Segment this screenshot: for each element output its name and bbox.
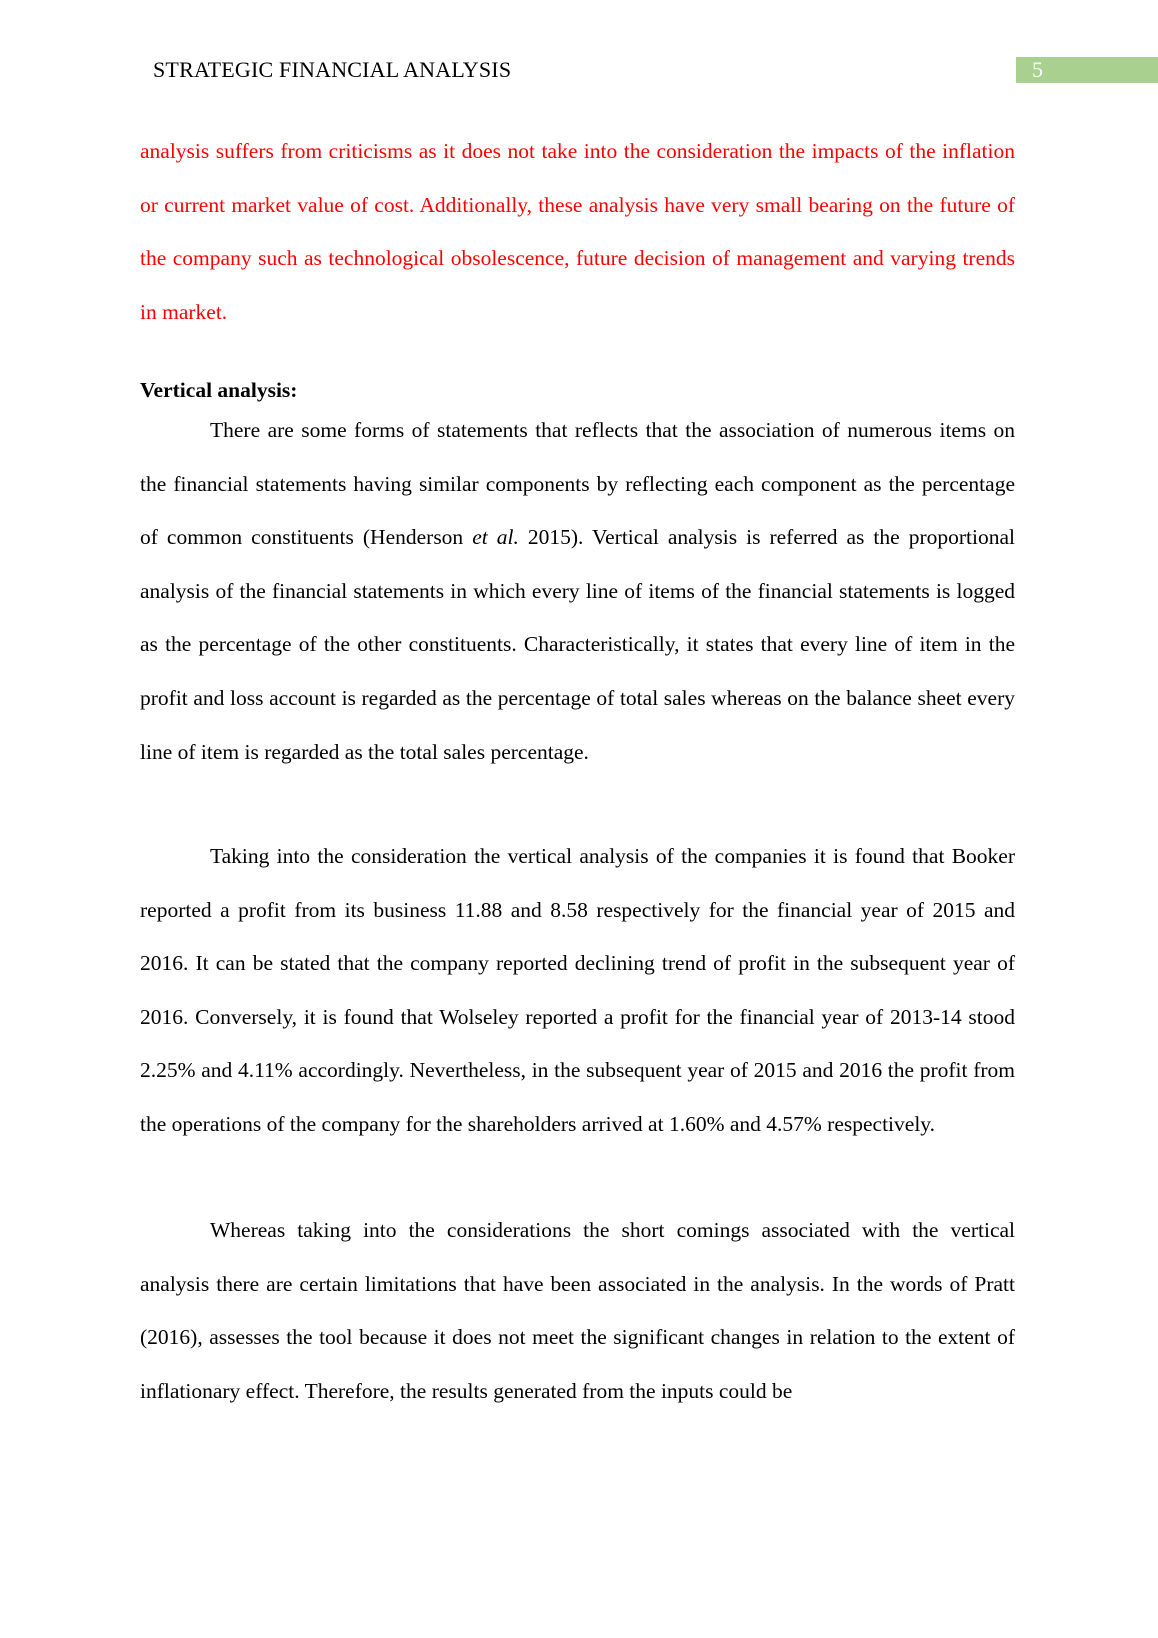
paragraph-limitations: Whereas taking into the considerations the short comings associated with the vertical analysis there are certain limitations that have been associated in the analysis. In the words of Pratt (2016), assesses the tool because it does not meet the significant changes in relation to the extent of inflationary effect. Therefore, the results generated from the inputs could be (140, 1218, 1015, 1403)
paragraph-text-part: There are some forms of statements that reflects that the association of numerous items on the financial statements having similar components by reflecting each component as the percentage of common constituents (Henderson (140, 418, 1015, 550)
paragraph-company-comparison: Taking into the consideration the vertical analysis of the companies it is found that Booker reported a profit from its business 11.88 and 8.58 respectively for the financial year of 2015 and 2016. It can be stated that the company reported declining trend of profit in the subsequent year of 2016. Conversely, it is found that Wolseley reported a profit for the financial year of 2013-14 stood 2.25% and 4.11% accordingly. Nevertheless, in the subsequent year of 2015 and 2016 the profit from the operations of the company for the shareholders arrived at 1.60% and 4.57% respectively. (140, 844, 1015, 1136)
paragraph-vertical-analysis-definition (140, 404, 1015, 779)
section-heading-vertical-analysis: Vertical analysis: (140, 378, 298, 402)
paragraph-continuation: analysis suffers from criticisms as it does not take into the consideration the impacts of the inflation or current market value of cost. Additionally, these analysis have very small bearing on the future of the company such as technological obsolescence, future decision of management and varying trends in market. (140, 139, 1015, 324)
paragraph-text-part: 2015). Vertical analysis is referred as the proportional analysis of the financial statements in which every line of items of the financial statements is logged as the percentage of the other constituents. Characteristically, it states that every line of item in the profit and loss account is regarded as the percentage of total sales whereas on the balance sheet every line of item is regarded as the total sales percentage. (140, 525, 1015, 764)
page-number-box (1016, 57, 1158, 83)
page-number: 5 (1032, 57, 1043, 82)
citation-italic: et al. (472, 525, 519, 550)
running-head: STRATEGIC FINANCIAL ANALYSIS (153, 57, 512, 82)
